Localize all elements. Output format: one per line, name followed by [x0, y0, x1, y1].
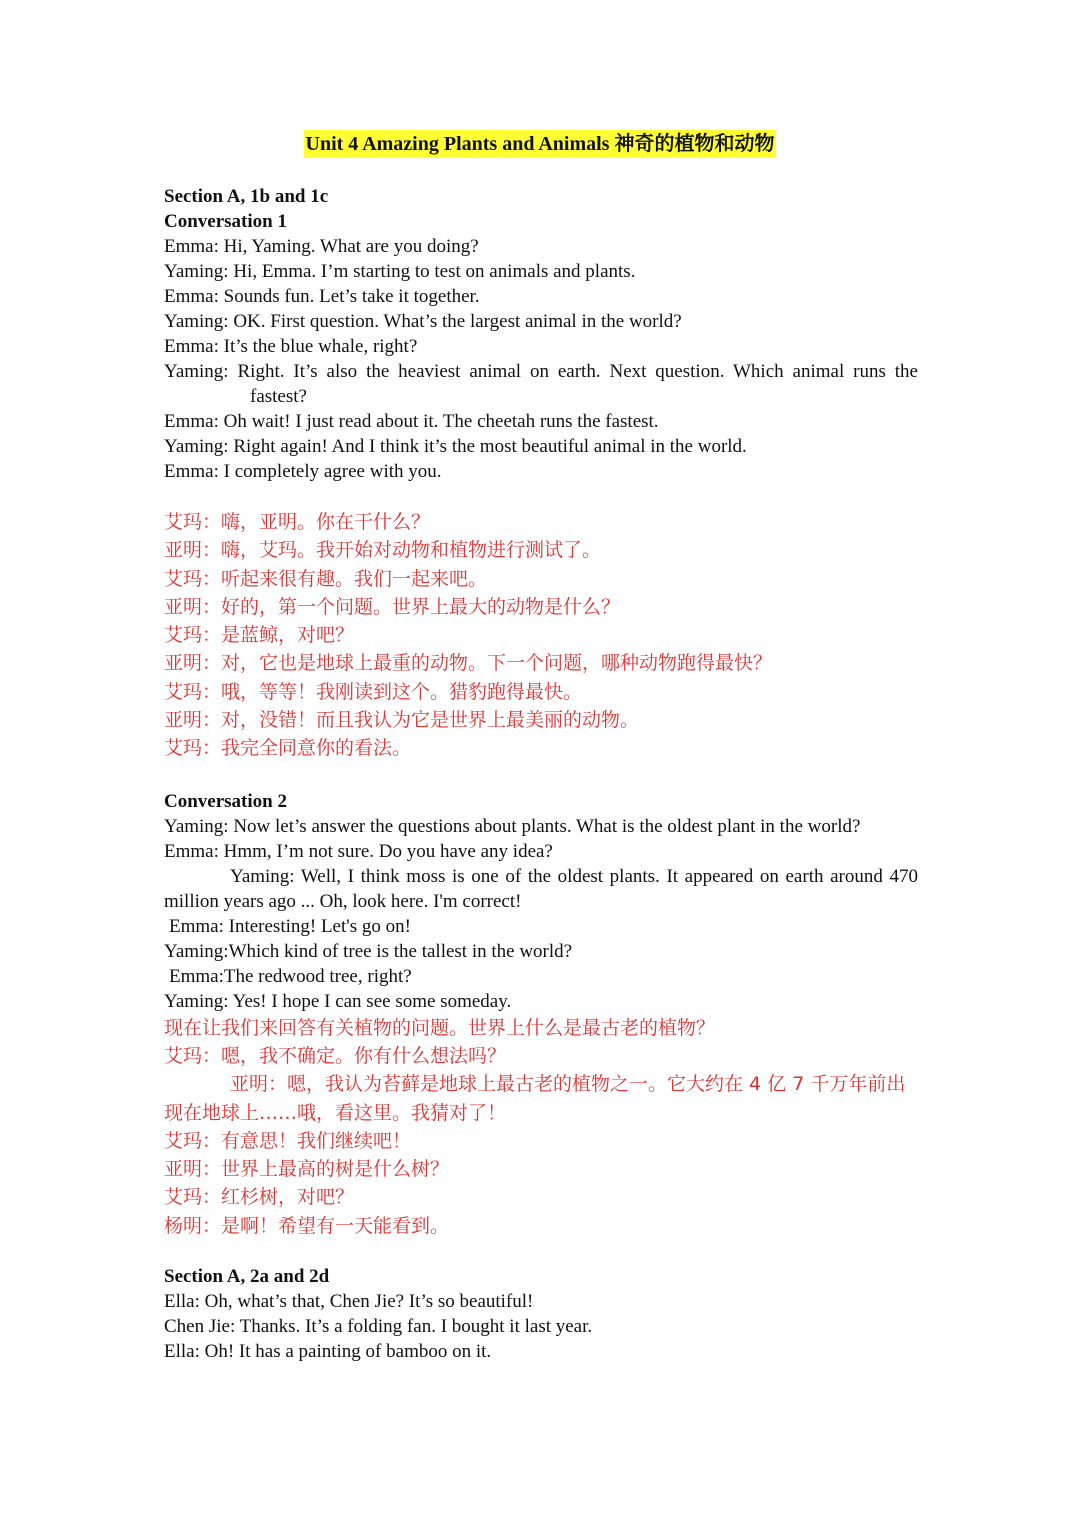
- translation-line: 艾玛：嗯，我不确定。你有什么想法吗？: [164, 1044, 507, 1067]
- dialogue-line: Yaming: Right again! And I think it’s the most beautiful animal in the world.: [164, 436, 747, 457]
- translation-line: 艾玛：红杉树，对吧？: [164, 1186, 355, 1209]
- translation-line: 亚明：世界上最高的树是什么树？: [164, 1158, 450, 1181]
- translation-line: 亚明：对，没错！而且我认为它是世界上最美丽的动物。: [164, 709, 640, 732]
- translation-line: 艾玛：有意思！我们继续吧！: [164, 1129, 412, 1152]
- dialogue-line: Yaming: Well, I think moss is one of the oldest plants. It appeared on earth around 470 million years ago ... Oh, look here. I'm correct!: [164, 865, 918, 912]
- dialogue-line: Ella: Oh! It has a painting of bamboo on it.: [164, 1341, 492, 1363]
- translation-line: 艾玛：哦，等等！我刚读到这个。猎豹跑得最快。: [164, 680, 583, 703]
- dialogue-line: Emma: It’s the blue whale, right?: [164, 336, 418, 357]
- dialogue-line: Emma: Sounds fun. Let’s take it together.: [164, 286, 480, 307]
- title-wrap: [0, 130, 1080, 158]
- translation-line: 艾玛：是蓝鲸，对吧？: [164, 624, 355, 647]
- translation-line: 艾玛：我完全同意你的看法。: [164, 737, 412, 760]
- translation-line: 艾玛：听起来很有趣。我们一起来吧。: [164, 567, 488, 590]
- translation-line: 亚明：好的，第一个问题。世界上最大的动物是什么？: [164, 595, 621, 618]
- dialogue-line: Yaming:Which kind of tree is the tallest in the world?: [164, 940, 573, 962]
- conversation-2-heading: Conversation 2: [164, 790, 287, 812]
- conversation-1-english: [164, 234, 918, 484]
- translation-line: 亚明：嗯，我认为苔藓是地球上最古老的植物之一。它大约在 4 亿 7 千万年前出现在地球上……哦，看这里。我猜对了！: [164, 1073, 906, 1124]
- conversation-2-chinese: [164, 1014, 918, 1240]
- dialogue-line: Yaming: OK. First question. What’s the largest animal in the world?: [164, 311, 682, 332]
- translation-line: 艾玛：嗨，亚明。你在干什么？: [164, 511, 431, 533]
- translation-line: 现在让我们来回答有关植物的问题。世界上什么是最古老的植物？: [164, 1016, 716, 1039]
- dialogue-line: Yaming: Right. It’s also the heaviest animal on earth. Next question. Which animal runs the fastest?: [164, 361, 918, 407]
- translation-line: 杨明：是啊！希望有一天能看到。: [164, 1214, 450, 1237]
- dialogue-line: Emma: I completely agree with you.: [164, 461, 442, 482]
- dialogue-line: Emma: Hmm, I’m not sure. Do you have any idea?: [164, 840, 553, 862]
- dialogue-line: Emma: Interesting! Let's go on!: [169, 915, 411, 937]
- page-title: Unit 4 Amazing Plants and Animals 神奇的植物和动物: [304, 130, 777, 158]
- dialogue-line: Ella: Oh, what’s that, Chen Jie? It’s so beautiful!: [164, 1291, 534, 1313]
- dialogue-line: Emma:The redwood tree, right?: [169, 965, 412, 987]
- dialogue-line: Emma: Hi, Yaming. What are you doing?: [164, 236, 479, 257]
- document-body: [164, 184, 918, 1364]
- dialogue-line: Yaming: Now let’s answer the questions about plants. What is the oldest plant in the world?: [164, 815, 861, 837]
- section-a2-dialogue: [164, 1289, 918, 1364]
- section-a2-heading: Section A, 2a and 2d: [164, 1266, 330, 1288]
- conversation-1-chinese: [164, 508, 918, 763]
- section-a1-heading: Section A, 1b and 1c: [164, 186, 329, 207]
- conversation-2-english: [164, 814, 918, 1014]
- conversation-1-heading: Conversation 1: [164, 211, 287, 232]
- dialogue-line: Chen Jie: Thanks. It’s a folding fan. I bought it last year.: [164, 1316, 593, 1338]
- translation-line: 亚明：嗨，艾玛。我开始对动物和植物进行测试了。: [164, 539, 602, 562]
- dialogue-line: Emma: Oh wait! I just read about it. The cheetah runs the fastest.: [164, 411, 659, 432]
- dialogue-line: Yaming: Hi, Emma. I’m starting to test on animals and plants.: [164, 261, 636, 282]
- dialogue-line: Yaming: Yes! I hope I can see some someday.: [164, 990, 512, 1012]
- translation-line: 亚明：对，它也是地球上最重的动物。下一个问题，哪种动物跑得最快？: [164, 652, 773, 675]
